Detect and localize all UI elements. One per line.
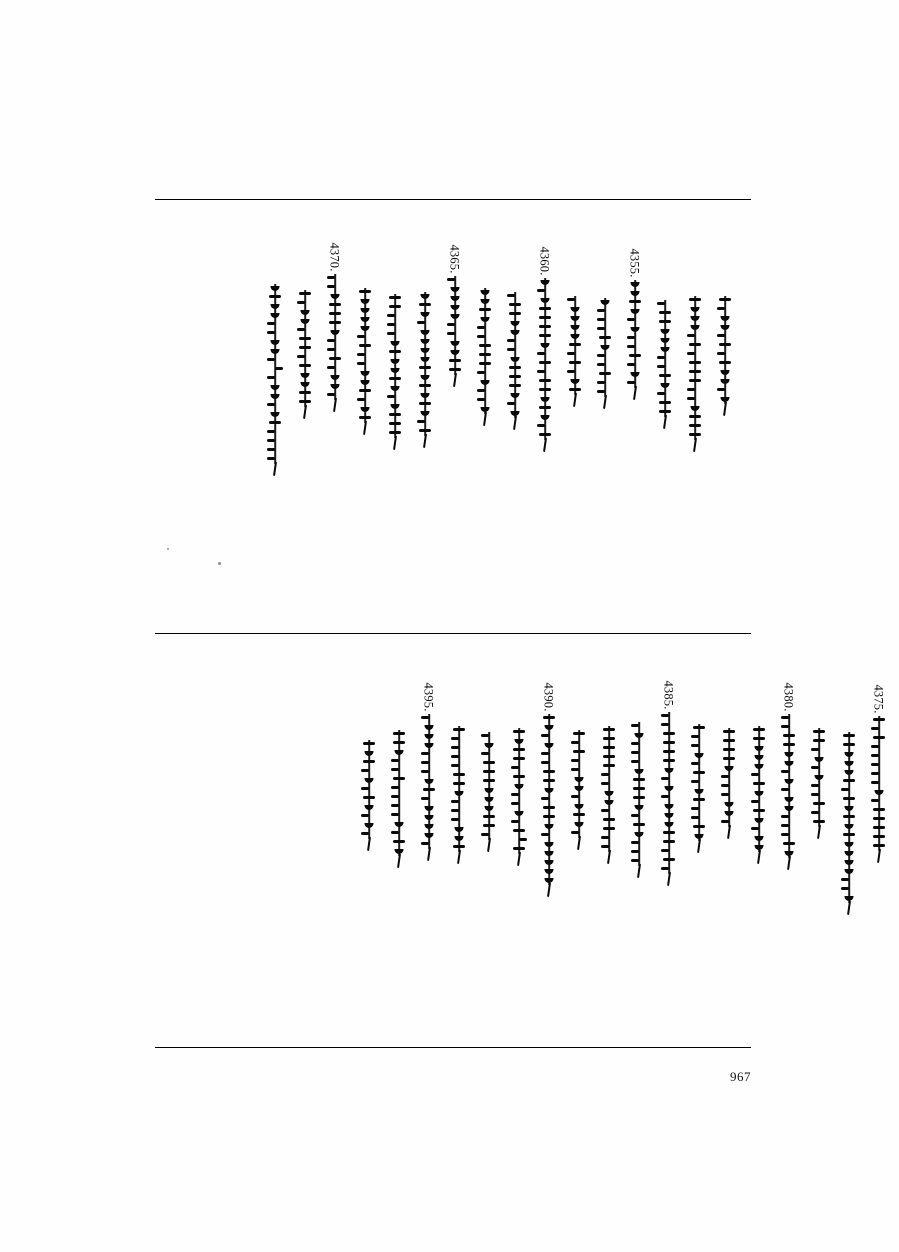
text-line — [348, 254, 382, 423]
line-text — [322, 274, 348, 400]
text-line — [712, 694, 746, 827]
text-line — [558, 262, 592, 395]
line-text — [622, 280, 648, 388]
text-line — [708, 262, 742, 404]
text-line — [802, 694, 836, 827]
line-text — [446, 726, 472, 852]
line-text — [866, 716, 892, 851]
line-text — [626, 722, 652, 866]
text-line — [412, 680, 446, 849]
text-line — [648, 266, 682, 417]
text-line — [258, 250, 292, 464]
line-text — [352, 288, 378, 423]
line-text — [806, 728, 832, 827]
line-text — [596, 726, 622, 852]
verse-number: 4370. — [328, 242, 343, 272]
text-line — [618, 246, 652, 388]
line-text — [836, 732, 862, 903]
text-line — [442, 692, 476, 852]
text-line — [622, 688, 656, 866]
text-line — [408, 258, 442, 436]
line-text — [472, 288, 498, 414]
ink-speck — [167, 548, 169, 550]
line-text — [416, 714, 442, 849]
text-line — [862, 682, 896, 851]
page-number: 967 — [730, 1069, 751, 1084]
text-line — [742, 692, 776, 852]
verse-number: 4395. — [422, 682, 437, 712]
text-line — [652, 678, 686, 874]
verse-number: 4380. — [782, 682, 797, 712]
text-line — [502, 694, 536, 854]
line-text — [776, 714, 802, 858]
line-text — [746, 726, 772, 852]
line-text — [262, 284, 288, 464]
text-line — [588, 264, 622, 397]
line-text — [686, 724, 712, 841]
line-text — [536, 714, 562, 885]
text-line — [288, 256, 322, 407]
text-line — [678, 262, 712, 440]
line-text — [386, 730, 412, 856]
verse-number: 4360. — [538, 246, 553, 276]
text-line — [772, 680, 806, 858]
line-text — [292, 290, 318, 407]
text-line — [562, 696, 596, 838]
line-text — [592, 298, 618, 397]
verse-number: 4355. — [628, 248, 643, 278]
line-text — [682, 296, 708, 440]
text-line — [318, 240, 352, 400]
rule-top — [155, 199, 751, 200]
line-text — [562, 296, 588, 395]
line-text — [652, 300, 678, 417]
text-line — [498, 258, 532, 418]
verse-number: 4365. — [448, 244, 463, 274]
verse-number: 4390. — [542, 682, 557, 712]
line-text — [656, 712, 682, 874]
rule-bottom — [155, 1047, 751, 1048]
line-text — [442, 276, 468, 375]
line-text — [532, 278, 558, 440]
text-line — [472, 698, 506, 840]
verse-number: 4375. — [872, 684, 887, 714]
line-text — [712, 296, 738, 404]
text-line — [682, 690, 716, 841]
rule-middle — [155, 633, 751, 634]
text-line — [832, 698, 866, 903]
line-text — [356, 740, 382, 839]
text-line — [528, 244, 562, 440]
text-line — [378, 260, 412, 438]
line-text — [506, 728, 532, 854]
text-line — [592, 692, 626, 852]
text-line — [468, 254, 502, 414]
verse-number: 4385. — [662, 680, 677, 710]
lower-text-block — [352, 662, 887, 1022]
upper-text-block — [258, 232, 728, 562]
line-text — [716, 728, 742, 827]
ink-speck — [218, 562, 221, 565]
text-line — [438, 242, 472, 375]
line-text — [566, 730, 592, 838]
line-text — [382, 294, 408, 438]
text-line — [382, 696, 416, 856]
line-text — [412, 292, 438, 436]
line-text — [476, 732, 502, 840]
text-line — [532, 680, 566, 885]
line-text — [502, 292, 528, 418]
text-line — [352, 706, 386, 839]
